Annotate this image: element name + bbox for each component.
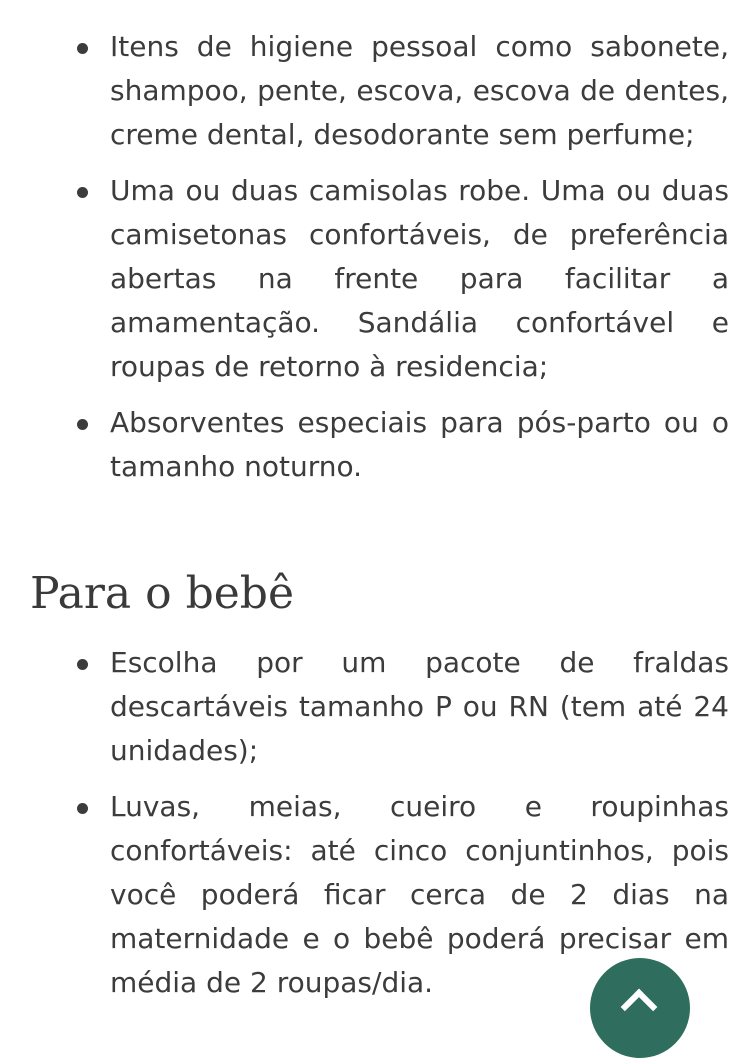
list-item-text: Itens de higiene pessoal como sabonete, shampoo, pente, escova, escova de dentes, creme dental, desodorante sem perfume;	[110, 30, 729, 151]
scroll-to-top-button[interactable]	[590, 958, 690, 1058]
chevron-up-icon	[621, 989, 658, 1026]
list-item	[0, 169, 750, 389]
bullet-icon	[77, 43, 88, 54]
list-item-text: Escolha por um pacote de fraldas descartáveis tamanho P ou RN (tem até 24 unidades);	[110, 646, 729, 767]
section-heading: Para o bebê	[30, 568, 294, 619]
list-item	[0, 641, 750, 773]
list-item-text: Luvas, meias, cueiro e roupinhas confortáveis: até cinco conjuntinhos, pois você poderá ficar cerca de 2 dias na maternidade e o bebê poderá precisar em média de 2 roupas/dia.	[110, 790, 729, 999]
bullet-icon	[77, 187, 88, 198]
mother-items-list	[0, 25, 750, 501]
list-item	[0, 401, 750, 489]
list-item	[0, 25, 750, 157]
list-item-text: Absorventes especiais para pós-parto ou o tamanho noturno.	[110, 406, 729, 483]
bullet-icon	[77, 803, 88, 814]
bullet-icon	[77, 419, 88, 430]
bullet-icon	[77, 659, 88, 670]
list-item-text: Uma ou duas camisolas robe. Uma ou duas camisetonas confortáveis, de preferência abertas na frente para facilitar a amamentação. Sandália confortável e roupas de retorno à residencia;	[110, 174, 729, 383]
